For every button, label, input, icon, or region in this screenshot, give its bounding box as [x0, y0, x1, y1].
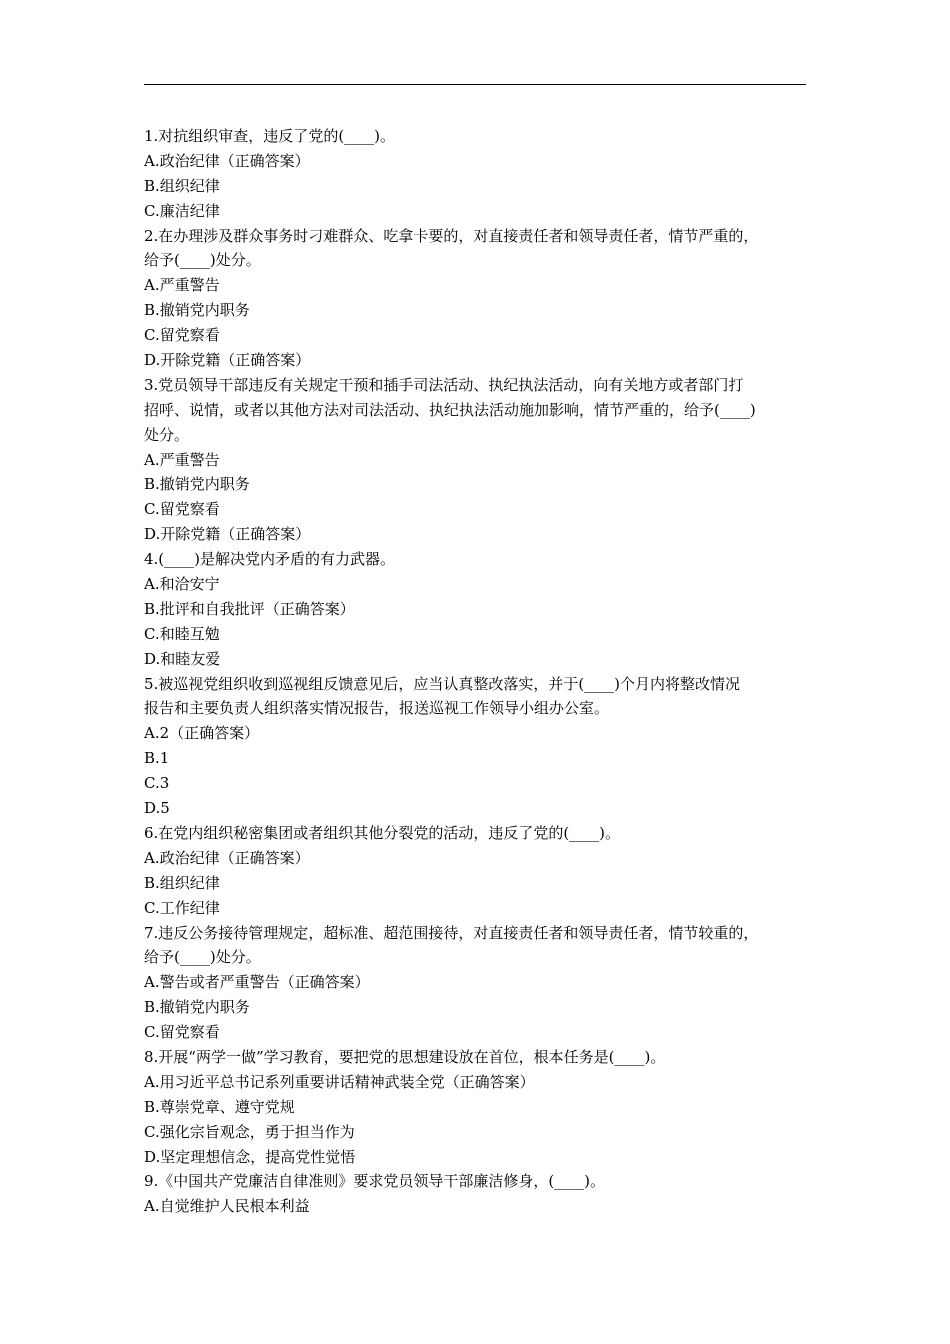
answer-option: D.开除党籍（正确答案） — [144, 525, 311, 544]
answer-option: C.和睦互勉 — [144, 624, 220, 643]
answer-option: A.严重警告 — [144, 276, 220, 295]
answer-option: A.用习近平总书记系列重要讲话精神武装全党（正确答案） — [144, 1072, 535, 1091]
answer-option: B.撤销党内职务 — [144, 301, 250, 320]
answer-option: A.严重警告 — [144, 450, 220, 469]
question-5 — [144, 672, 808, 821]
answer-option: B.批评和自我批评（正确答案） — [144, 599, 355, 618]
answer-option: D.坚定理想信念，提高党性觉悟 — [144, 1147, 356, 1166]
question-stem: 6.在党内组织秘密集团或者组织其他分裂党的活动，违反了党的(____)。 — [144, 823, 621, 842]
answer-option: C.留党察看 — [144, 1023, 220, 1042]
question-stem: 9.《中国共产党廉洁自律准则》要求党员领导干部廉洁修身，(____)。 — [144, 1172, 606, 1191]
question-stem: 处分。 — [144, 425, 190, 444]
question-8 — [144, 1045, 808, 1169]
question-stem: 2.在办理涉及群众事务时刁难群众、吃拿卡要的，对直接责任者和领导责任者，情节严重的， — [144, 226, 759, 245]
answer-option: A.2（正确答案） — [144, 724, 260, 743]
question-stem: 3.党员领导干部违反有关规定干预和插手司法活动、执纪执法活动，向有关地方或者部门打 — [144, 375, 744, 394]
answer-option: C.廉洁纪律 — [144, 201, 220, 220]
question-1 — [144, 124, 808, 224]
answer-option: A.政治纪律（正确答案） — [144, 151, 310, 170]
question-6 — [144, 821, 808, 921]
answer-option: B.1 — [144, 749, 170, 768]
answer-option: B.组织纪律 — [144, 176, 220, 195]
answer-option: C.3 — [144, 774, 170, 793]
answer-option: D.开除党籍（正确答案） — [144, 351, 311, 370]
header-rule — [144, 84, 806, 85]
question-7 — [144, 921, 808, 1045]
answer-option: C.留党察看 — [144, 326, 220, 345]
answer-option: C.工作纪律 — [144, 898, 220, 917]
question-stem: 给予(____)处分。 — [144, 251, 261, 270]
question-stem: 报告和主要负责人组织落实情况报告，报送巡视工作领导小组办公室。 — [144, 699, 610, 718]
question-stem: 1.对抗组织审查，违反了党的(____)。 — [144, 127, 396, 145]
answer-option: D.5 — [144, 799, 170, 818]
answer-option: B.撤销党内职务 — [144, 998, 250, 1017]
answer-option: A.警告或者严重警告（正确答案） — [144, 973, 370, 992]
question-stem: 给予(____)处分。 — [144, 948, 261, 967]
question-stem: 4.(____)是解决党内矛盾的有力武器。 — [144, 550, 396, 569]
question-stem: 8.开展“两学一做”学习教育，要把党的思想建设放在首位，根本任务是(____)。 — [144, 1047, 666, 1066]
answer-option: A.政治纪律（正确答案） — [144, 848, 310, 867]
answer-option: C.留党察看 — [144, 500, 220, 519]
question-list — [144, 124, 808, 1219]
question-4 — [144, 547, 808, 671]
answer-option: B.尊崇党章、遵守党规 — [144, 1097, 295, 1116]
answer-option: A.和洽安宁 — [144, 575, 220, 594]
question-3 — [144, 373, 808, 547]
answer-option: B.组织纪律 — [144, 873, 220, 892]
answer-option: B.撤销党内职务 — [144, 475, 250, 494]
question-stem: 招呼、说情，或者以其他方法对司法活动、执纪执法活动施加影响，情节严重的，给予(____) — [144, 400, 756, 419]
question-stem: 7.违反公务接待管理规定，超标准、超范围接待，对直接责任者和领导责任者，情节较重的， — [144, 923, 759, 942]
answer-option: C.强化宗旨观念，勇于担当作为 — [144, 1122, 355, 1141]
question-stem: 5.被巡视党组织收到巡视组反馈意见后，应当认真整改落实，并于(____)个月内将整改情况 — [144, 674, 741, 693]
question-2 — [144, 224, 808, 373]
question-9 — [144, 1169, 808, 1219]
answer-option: A.自觉维护人民根本利益 — [144, 1197, 310, 1216]
answer-option: D.和睦友爱 — [144, 649, 221, 668]
